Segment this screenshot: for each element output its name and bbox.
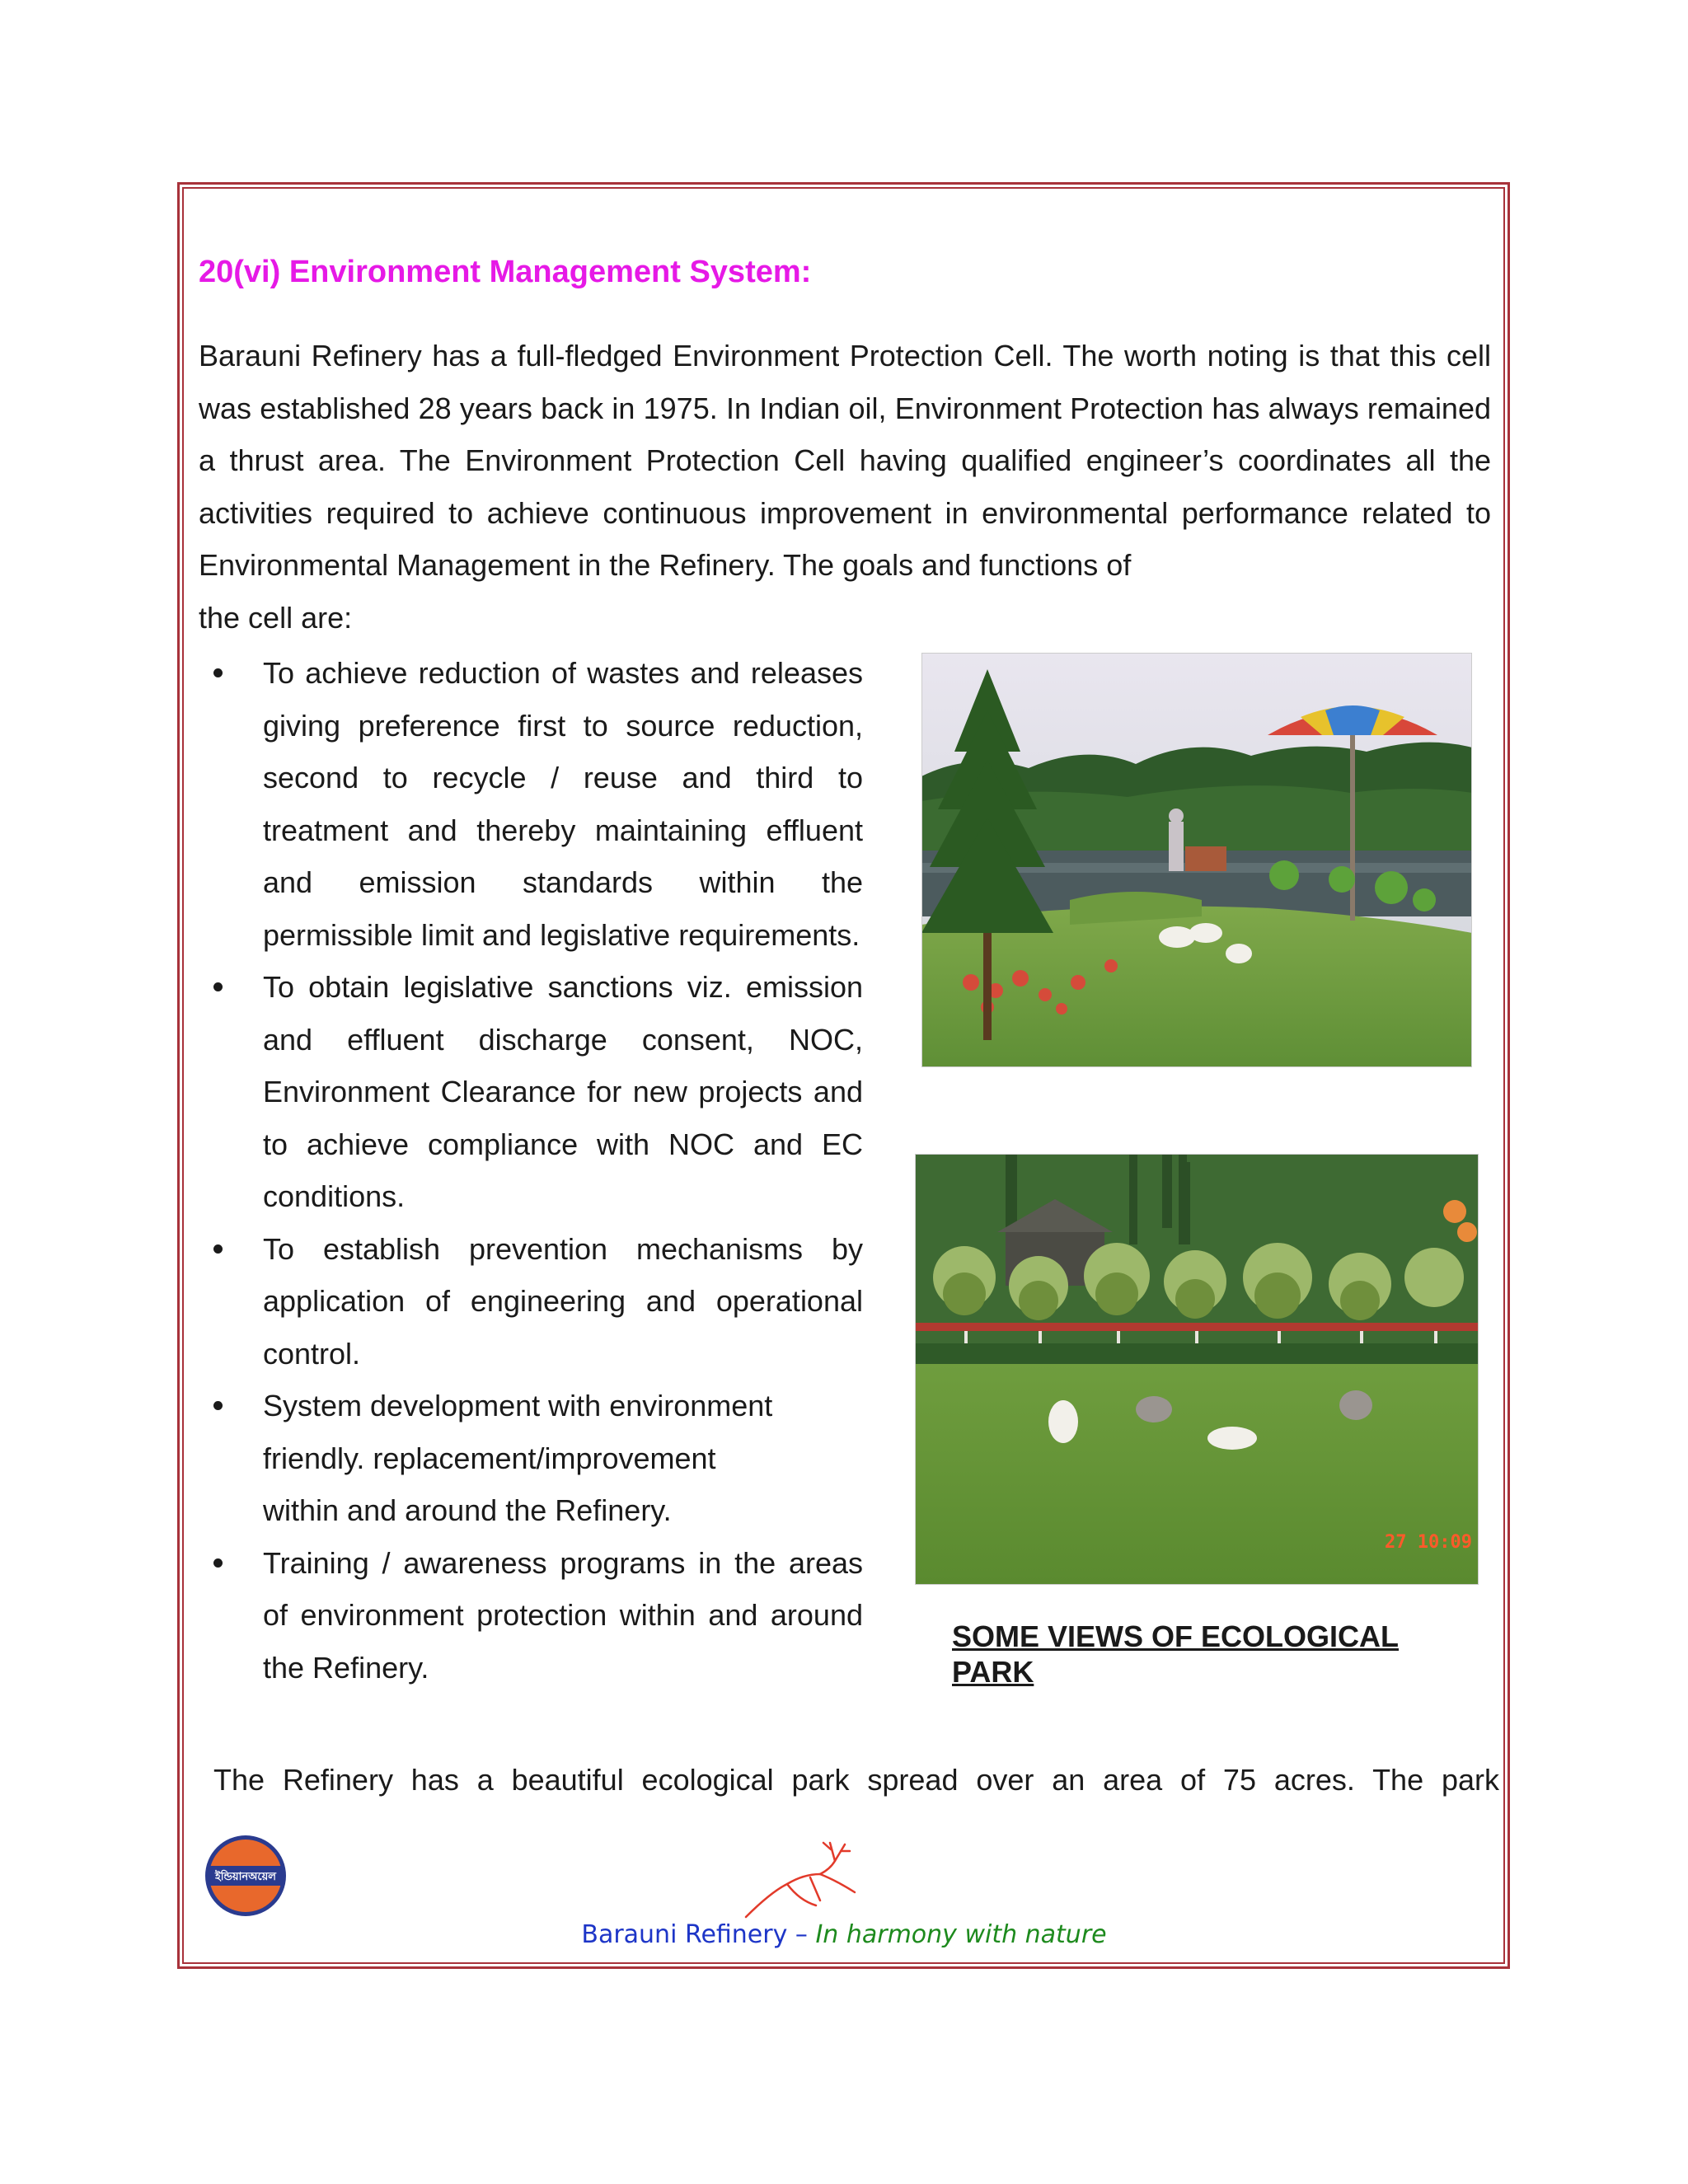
indianoil-logo-icon — [203, 1833, 288, 1919]
bullet-icon — [213, 1244, 223, 1254]
goal-text: To achieve reduction of wastes and releases giving preference first to source reduction, second to recycle / reuse and third to treatment and thereby maintaining effluent and emission standards within the permissible limit and legislative requirements. — [263, 656, 863, 952]
closing-text: The Refinery has a beautiful ecological park spread over an area of 75 acres. The park — [213, 1763, 1499, 1797]
ecological-park-photo-lake — [921, 653, 1472, 1067]
goal-text: To obtain legislative sanctions viz. emission and effluent discharge consent, NOC, Environment Clearance for new projects and to achieve compliance with NOC and EC conditions. — [263, 970, 863, 1213]
footer-tagline: In harmony with nature — [815, 1920, 1107, 1949]
goal-item — [199, 961, 863, 1223]
goal-item — [199, 1537, 863, 1694]
footer-line — [0, 1919, 1688, 1952]
intro-paragraph-end: the cell are: — [199, 601, 353, 635]
footer-organization: Barauni Refinery — [581, 1920, 788, 1949]
photos-caption: SOME VIEWS OF ECOLOGICAL PARK — [952, 1619, 1400, 1689]
logo-text: ইন্ডিয়ানঅয়েল — [215, 1871, 276, 1883]
goal-text: To establish prevention mechanisms by application of engineering and operational control. — [263, 1231, 863, 1371]
goal-item — [199, 1380, 863, 1537]
bullet-icon — [213, 982, 223, 991]
footer-separator: – — [795, 1920, 808, 1949]
photo-date-stamp: 27 10:09 — [1385, 1532, 1472, 1553]
section-heading: 20(vi) Environment Management System: — [199, 255, 812, 289]
goals-list — [199, 647, 863, 1694]
goal-text: Training / awareness programs in the areas of environment protection within and around the Refinery. — [263, 1545, 863, 1685]
deer-logo-icon — [738, 1826, 861, 1925]
goal-item — [199, 647, 863, 961]
goal-text: System development with environment friendly. replacement/improvement within and around the Refinery. — [263, 1389, 773, 1527]
intro-paragraph: Barauni Refinery has a full-fledged Environment Protection Cell. The worth noting is that this cell was established 28 years back in 1975. In Indian oil, Environment Protection has always remained a thrust area. The Environment Protection Cell having qualified engineer’s coordinates all the activities required to achieve continuous improvement in environmental performance related to Environmental Management in the Refinery. The goals and functions of — [199, 339, 1491, 582]
bullet-icon — [213, 1401, 223, 1410]
bullet-icon — [213, 668, 223, 677]
goal-item — [199, 1223, 863, 1380]
bullet-icon — [213, 1558, 223, 1568]
ecological-park-photo-lawn — [915, 1154, 1479, 1585]
